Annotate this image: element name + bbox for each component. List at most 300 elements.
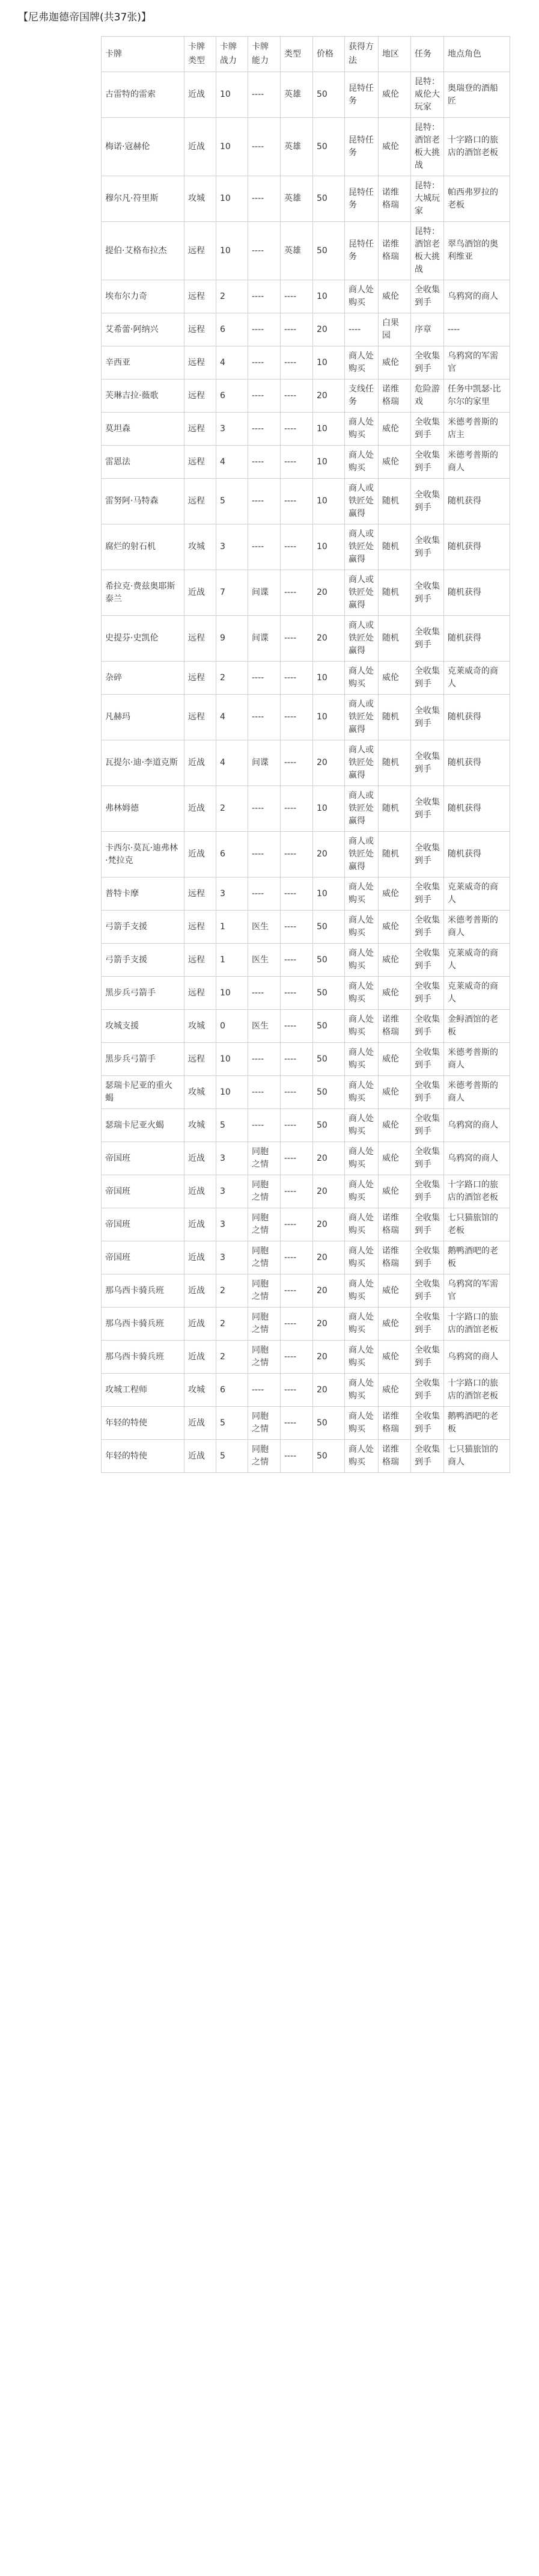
cell-location-role: 随机获得: [444, 740, 510, 786]
header-card-class: 类型: [281, 37, 313, 72]
cell-obtain-method: 商人或铁匠处赢得: [345, 695, 379, 740]
table-row: [102, 72, 510, 118]
cell-obtain-method: 商人处购买: [345, 1440, 379, 1473]
cell-region: 威伦: [379, 413, 411, 446]
cell-obtain-method: 支线任务: [345, 380, 379, 413]
cell-location-role: 鹅鸭酒吧的老板: [444, 1241, 510, 1274]
cell-card-ability: ----: [248, 786, 281, 832]
cell-card-power: 5: [216, 479, 248, 524]
cell-obtain-method: 商人处购买: [345, 1274, 379, 1308]
cell-quest: 昆特：大城玩家: [411, 176, 444, 222]
cell-location-role: 鹅鸭酒吧的老板: [444, 1407, 510, 1440]
cell-card-class: ----: [281, 570, 313, 616]
cell-price: 50: [313, 1440, 345, 1473]
header-card-type: 卡牌类型: [184, 37, 216, 72]
cell-card-ability: ----: [248, 1043, 281, 1076]
page-title: 【尼弗迦德帝国牌(共37张)】: [18, 11, 151, 23]
cell-card-power: 2: [216, 662, 248, 695]
table-row: [102, 832, 510, 878]
cell-card-type: 近战: [184, 1308, 216, 1341]
cell-location-role: 奥瑞登的酒船匠: [444, 72, 510, 118]
cell-location-role: 克莱威奇的商人: [444, 878, 510, 911]
cell-card-class: ----: [281, 977, 313, 1010]
table-row: [102, 911, 510, 944]
cell-card-type: 远程: [184, 878, 216, 911]
cell-card-power: 0: [216, 1010, 248, 1043]
cell-location-role: 随机获得: [444, 479, 510, 524]
cell-price: 10: [313, 280, 345, 313]
cell-card-class: 英雄: [281, 72, 313, 118]
cell-card-class: ----: [281, 1076, 313, 1109]
cell-quest: 昆特：威伦大玩家: [411, 72, 444, 118]
table-row: [102, 446, 510, 479]
cell-card-power: 4: [216, 695, 248, 740]
cell-card-ability: 同胞之情: [248, 1241, 281, 1274]
cell-region: 随机: [379, 740, 411, 786]
cell-quest: 全收集到手: [411, 479, 444, 524]
cell-card-power: 3: [216, 1142, 248, 1175]
cell-obtain-method: 昆特任务: [345, 72, 379, 118]
cell-price: 50: [313, 944, 345, 977]
cell-card-name: 埃布尔力奇: [102, 280, 184, 313]
table-row: [102, 616, 510, 662]
cell-price: 10: [313, 346, 345, 380]
cell-location-role: 随机获得: [444, 786, 510, 832]
cell-obtain-method: 商人处购买: [345, 1241, 379, 1274]
cell-card-power: 3: [216, 1241, 248, 1274]
cell-quest: 序章: [411, 313, 444, 346]
cell-card-ability: ----: [248, 176, 281, 222]
cell-card-type: 攻城: [184, 1076, 216, 1109]
cell-card-class: ----: [281, 524, 313, 570]
cell-card-name: 古雷特的雷索: [102, 72, 184, 118]
cell-location-role: 克莱威奇的商人: [444, 977, 510, 1010]
header-location-role: 地点角色: [444, 37, 510, 72]
cell-card-class: ----: [281, 662, 313, 695]
cell-card-power: 5: [216, 1407, 248, 1440]
cell-card-name: 那乌西卡骑兵班: [102, 1308, 184, 1341]
cell-obtain-method: 商人处购买: [345, 1142, 379, 1175]
cell-card-type: 近战: [184, 570, 216, 616]
cell-price: 50: [313, 1010, 345, 1043]
cell-quest: 全收集到手: [411, 616, 444, 662]
cell-quest: 全收集到手: [411, 1109, 444, 1142]
cell-quest: 危险游戏: [411, 380, 444, 413]
cell-location-role: 十字路口的旅店的酒馆老板: [444, 1308, 510, 1341]
cell-card-ability: 同胞之情: [248, 1274, 281, 1308]
cell-location-role: 翠鸟酒馆的奥利维亚: [444, 222, 510, 280]
cell-obtain-method: 商人处购买: [345, 662, 379, 695]
cell-location-role: 七只猫旅馆的商人: [444, 1440, 510, 1473]
cell-price: 20: [313, 740, 345, 786]
cell-quest: 全收集到手: [411, 662, 444, 695]
cell-price: 20: [313, 1175, 345, 1208]
cell-obtain-method: 商人处购买: [345, 346, 379, 380]
cell-region: 随机: [379, 479, 411, 524]
cell-price: 10: [313, 479, 345, 524]
cell-card-name: 杂碎: [102, 662, 184, 695]
table-row: [102, 1043, 510, 1076]
cell-location-role: 十字路口的旅店的酒馆老板: [444, 118, 510, 176]
cell-price: 20: [313, 1274, 345, 1308]
cell-card-class: ----: [281, 944, 313, 977]
cell-quest: 全收集到手: [411, 1308, 444, 1341]
cell-card-power: 10: [216, 1043, 248, 1076]
cell-quest: 昆特：酒馆老板大挑战: [411, 118, 444, 176]
cell-card-class: ----: [281, 1175, 313, 1208]
cell-price: 10: [313, 413, 345, 446]
cell-card-type: 远程: [184, 346, 216, 380]
cell-card-power: 3: [216, 1175, 248, 1208]
cell-quest: 全收集到手: [411, 1076, 444, 1109]
cell-price: 10: [313, 878, 345, 911]
cell-card-class: ----: [281, 346, 313, 380]
cell-location-role: 随机获得: [444, 524, 510, 570]
cell-region: 诺维格瑞: [379, 1241, 411, 1274]
cell-card-class: ----: [281, 911, 313, 944]
table-row: [102, 1010, 510, 1043]
cell-card-ability: 医生: [248, 944, 281, 977]
cell-region: 随机: [379, 570, 411, 616]
cell-region: 诺维格瑞: [379, 176, 411, 222]
cell-location-role: 十字路口的旅店的酒馆老板: [444, 1175, 510, 1208]
cell-card-type: 远程: [184, 662, 216, 695]
cell-obtain-method: 商人处购买: [345, 944, 379, 977]
cell-quest: 全收集到手: [411, 1407, 444, 1440]
cell-card-ability: 同胞之情: [248, 1142, 281, 1175]
cell-card-power: 2: [216, 280, 248, 313]
cell-card-name: 梅诺·寇赫伦: [102, 118, 184, 176]
cell-location-role: 乌鸦窝的军需官: [444, 346, 510, 380]
cell-obtain-method: 商人处购买: [345, 977, 379, 1010]
cell-card-ability: ----: [248, 72, 281, 118]
cell-card-name: 黑步兵弓箭手: [102, 977, 184, 1010]
cell-price: 50: [313, 1076, 345, 1109]
cell-location-role: 乌鸦窝的商人: [444, 1109, 510, 1142]
cell-card-class: ----: [281, 1241, 313, 1274]
cell-card-name: 瑟瑞卡尼亚火蝎: [102, 1109, 184, 1142]
cell-obtain-method: 商人处购买: [345, 1208, 379, 1241]
table-row: [102, 695, 510, 740]
cell-card-type: 近战: [184, 1274, 216, 1308]
cell-location-role: 七只猫旅馆的老板: [444, 1208, 510, 1241]
header-card-name: 卡牌: [102, 37, 184, 72]
cell-card-power: 4: [216, 346, 248, 380]
cell-card-name: 攻城支援: [102, 1010, 184, 1043]
cell-card-type: 远程: [184, 413, 216, 446]
cell-price: 20: [313, 313, 345, 346]
cell-card-name: 凡赫玛: [102, 695, 184, 740]
cell-location-role: 米德考普斯的商人: [444, 1076, 510, 1109]
cell-location-role: 金鲟酒馆的老板: [444, 1010, 510, 1043]
cell-card-name: 弗林姆德: [102, 786, 184, 832]
cell-card-class: 英雄: [281, 222, 313, 280]
cell-obtain-method: 商人处购买: [345, 911, 379, 944]
cell-card-class: ----: [281, 832, 313, 878]
cell-location-role: 乌鸦窝的商人: [444, 1142, 510, 1175]
cell-card-name: 希拉克·费兹奥耶斯泰兰: [102, 570, 184, 616]
cell-card-type: 攻城: [184, 524, 216, 570]
cell-card-power: 2: [216, 1308, 248, 1341]
cell-card-name: 帝国班: [102, 1142, 184, 1175]
table-row: [102, 1407, 510, 1440]
cell-card-power: 2: [216, 1274, 248, 1308]
cell-region: 随机: [379, 695, 411, 740]
cell-obtain-method: 商人处购买: [345, 1341, 379, 1374]
cell-quest: 全收集到手: [411, 878, 444, 911]
cell-card-type: 攻城: [184, 1010, 216, 1043]
cell-card-name: 那乌西卡骑兵班: [102, 1341, 184, 1374]
cell-obtain-method: 昆特任务: [345, 222, 379, 280]
cell-card-ability: 同胞之情: [248, 1440, 281, 1473]
cell-card-type: 远程: [184, 1043, 216, 1076]
cell-region: 威伦: [379, 346, 411, 380]
cell-price: 50: [313, 176, 345, 222]
table-row: [102, 1341, 510, 1374]
cell-card-type: 近战: [184, 1241, 216, 1274]
cell-card-type: 近战: [184, 118, 216, 176]
cell-card-type: 近战: [184, 832, 216, 878]
cell-card-ability: 同胞之情: [248, 1208, 281, 1241]
header-price: 价格: [313, 37, 345, 72]
cell-price: 10: [313, 695, 345, 740]
cell-price: 50: [313, 1043, 345, 1076]
cell-quest: 全收集到手: [411, 1142, 444, 1175]
cell-card-type: 近战: [184, 1440, 216, 1473]
cell-card-class: ----: [281, 740, 313, 786]
cell-obtain-method: 商人或铁匠处赢得: [345, 786, 379, 832]
cell-card-type: 近战: [184, 1407, 216, 1440]
cell-card-type: 近战: [184, 1341, 216, 1374]
cell-card-type: 近战: [184, 1175, 216, 1208]
cell-card-ability: ----: [248, 413, 281, 446]
cell-quest: 全收集到手: [411, 1440, 444, 1473]
cell-region: 诺维格瑞: [379, 1407, 411, 1440]
cell-card-power: 7: [216, 570, 248, 616]
cell-location-role: 乌鸦窝的商人: [444, 1341, 510, 1374]
cell-card-name: 雷努阿·马特森: [102, 479, 184, 524]
cell-card-class: ----: [281, 380, 313, 413]
table-header: [102, 37, 510, 72]
cell-card-power: 10: [216, 977, 248, 1010]
cell-card-type: 攻城: [184, 1374, 216, 1407]
cell-card-ability: ----: [248, 662, 281, 695]
table-row: [102, 1241, 510, 1274]
cell-price: 50: [313, 118, 345, 176]
cell-quest: 全收集到手: [411, 1010, 444, 1043]
cell-location-role: 随机获得: [444, 832, 510, 878]
cell-card-ability: ----: [248, 446, 281, 479]
cell-quest: 全收集到手: [411, 1341, 444, 1374]
cell-card-name: 芙琳吉拉·薇歌: [102, 380, 184, 413]
cell-card-name: 辛西亚: [102, 346, 184, 380]
cell-card-class: ----: [281, 1043, 313, 1076]
cell-obtain-method: 昆特任务: [345, 176, 379, 222]
cell-location-role: 乌鸦窝的商人: [444, 280, 510, 313]
cell-region: 诺维格瑞: [379, 222, 411, 280]
cell-card-type: 近战: [184, 740, 216, 786]
cell-card-power: 10: [216, 1076, 248, 1109]
cell-card-ability: 同胞之情: [248, 1341, 281, 1374]
cell-region: 随机: [379, 524, 411, 570]
cell-price: 20: [313, 1341, 345, 1374]
table-row: [102, 1175, 510, 1208]
cell-obtain-method: 昆特任务: [345, 118, 379, 176]
cell-card-class: ----: [281, 616, 313, 662]
cell-card-name: 史提芬·史凯伦: [102, 616, 184, 662]
cell-card-ability: ----: [248, 1076, 281, 1109]
cell-obtain-method: 商人处购买: [345, 878, 379, 911]
cell-location-role: 米德考普斯的店主: [444, 413, 510, 446]
cell-card-class: ----: [281, 446, 313, 479]
cell-region: 白果园: [379, 313, 411, 346]
cell-card-power: 3: [216, 524, 248, 570]
table-row: [102, 1076, 510, 1109]
cell-region: 威伦: [379, 662, 411, 695]
header-quest: 任务: [411, 37, 444, 72]
cell-card-power: 6: [216, 832, 248, 878]
cell-card-type: 近战: [184, 1208, 216, 1241]
cell-price: 20: [313, 380, 345, 413]
cell-obtain-method: 商人处购买: [345, 280, 379, 313]
cell-card-ability: ----: [248, 977, 281, 1010]
cell-card-class: ----: [281, 786, 313, 832]
cell-card-class: ----: [281, 1142, 313, 1175]
cell-card-type: 远程: [184, 446, 216, 479]
cell-card-type: 远程: [184, 977, 216, 1010]
table-row: [102, 313, 510, 346]
cell-region: 威伦: [379, 1274, 411, 1308]
cell-card-name: 攻城工程师: [102, 1374, 184, 1407]
cell-region: 威伦: [379, 878, 411, 911]
cell-region: 威伦: [379, 1175, 411, 1208]
cell-location-role: 米德考普斯的商人: [444, 1043, 510, 1076]
cell-quest: 全收集到手: [411, 413, 444, 446]
cell-card-class: ----: [281, 1407, 313, 1440]
table-row: [102, 118, 510, 176]
cell-card-name: 弓箭手支援: [102, 944, 184, 977]
cell-location-role: 随机获得: [444, 570, 510, 616]
cell-card-power: 6: [216, 1374, 248, 1407]
cell-obtain-method: 商人或铁匠处赢得: [345, 570, 379, 616]
cell-price: 50: [313, 977, 345, 1010]
cell-region: 威伦: [379, 1341, 411, 1374]
cell-quest: 昆特：酒馆老板大挑战: [411, 222, 444, 280]
cell-card-power: 10: [216, 118, 248, 176]
cell-quest: 全收集到手: [411, 524, 444, 570]
cell-region: 威伦: [379, 1109, 411, 1142]
cell-region: 威伦: [379, 944, 411, 977]
cell-card-class: ----: [281, 1274, 313, 1308]
cell-quest: 全收集到手: [411, 446, 444, 479]
cell-card-ability: 医生: [248, 911, 281, 944]
cell-card-name: 弓箭手支援: [102, 911, 184, 944]
cell-card-class: ----: [281, 313, 313, 346]
cell-card-type: 远程: [184, 479, 216, 524]
cell-card-power: 3: [216, 413, 248, 446]
cell-card-class: ----: [281, 1208, 313, 1241]
cell-price: 50: [313, 1407, 345, 1440]
cell-card-name: 普特卡摩: [102, 878, 184, 911]
cell-card-type: 攻城: [184, 176, 216, 222]
cell-card-class: ----: [281, 1010, 313, 1043]
cell-card-ability: ----: [248, 524, 281, 570]
cell-price: 20: [313, 616, 345, 662]
cell-region: 威伦: [379, 1076, 411, 1109]
cell-region: 威伦: [379, 1142, 411, 1175]
cell-location-role: 克莱威奇的商人: [444, 944, 510, 977]
cell-card-power: 4: [216, 446, 248, 479]
cell-obtain-method: 商人处购买: [345, 446, 379, 479]
cell-region: 诺维格瑞: [379, 1010, 411, 1043]
table-row: [102, 413, 510, 446]
table-row: [102, 346, 510, 380]
header-card-power: 卡牌战力: [216, 37, 248, 72]
cell-card-power: 3: [216, 1208, 248, 1241]
cell-location-role: 克莱威奇的商人: [444, 662, 510, 695]
cell-card-name: 腐烂的射石机: [102, 524, 184, 570]
cell-card-class: 英雄: [281, 118, 313, 176]
cell-card-ability: 间谍: [248, 616, 281, 662]
table-row: [102, 740, 510, 786]
cell-card-class: ----: [281, 1341, 313, 1374]
cell-card-power: 10: [216, 176, 248, 222]
cell-card-ability: ----: [248, 280, 281, 313]
cell-obtain-method: 商人处购买: [345, 413, 379, 446]
cell-card-ability: ----: [248, 832, 281, 878]
cell-quest: 全收集到手: [411, 1241, 444, 1274]
cell-quest: 全收集到手: [411, 1374, 444, 1407]
table-body: [102, 72, 510, 1473]
cell-card-type: 远程: [184, 944, 216, 977]
header-card-ability: 卡牌能力: [248, 37, 281, 72]
cell-obtain-method: 商人处购买: [345, 1109, 379, 1142]
cell-card-type: 远程: [184, 380, 216, 413]
cell-price: 20: [313, 832, 345, 878]
cell-card-type: 近战: [184, 72, 216, 118]
cell-card-name: 黑步兵弓箭手: [102, 1043, 184, 1076]
header-obtain-method: 获得方法: [345, 37, 379, 72]
cell-card-name: 帝国班: [102, 1175, 184, 1208]
cell-card-power: 9: [216, 616, 248, 662]
cell-card-name: 瓦提尔·迪·李道克斯: [102, 740, 184, 786]
cell-price: 20: [313, 1208, 345, 1241]
cell-location-role: 随机获得: [444, 695, 510, 740]
cell-region: 随机: [379, 786, 411, 832]
cell-price: 50: [313, 911, 345, 944]
cell-card-class: ----: [281, 413, 313, 446]
cell-quest: 全收集到手: [411, 911, 444, 944]
cell-card-ability: ----: [248, 695, 281, 740]
cell-card-class: 英雄: [281, 176, 313, 222]
cell-region: 诺维格瑞: [379, 1440, 411, 1473]
cell-card-ability: ----: [248, 479, 281, 524]
cell-quest: 全收集到手: [411, 740, 444, 786]
cell-obtain-method: 商人处购买: [345, 1175, 379, 1208]
cell-card-type: 远程: [184, 695, 216, 740]
table-row: [102, 1374, 510, 1407]
cell-obtain-method: 商人处购买: [345, 1010, 379, 1043]
table-row: [102, 524, 510, 570]
cell-card-name: 帝国班: [102, 1208, 184, 1241]
cell-card-ability: ----: [248, 380, 281, 413]
cell-location-role: 帕西弗罗拉的老板: [444, 176, 510, 222]
cell-price: 10: [313, 446, 345, 479]
table-row: [102, 1274, 510, 1308]
cell-price: 10: [313, 524, 345, 570]
cell-obtain-method: 商人处购买: [345, 1308, 379, 1341]
cell-card-type: 近战: [184, 1142, 216, 1175]
